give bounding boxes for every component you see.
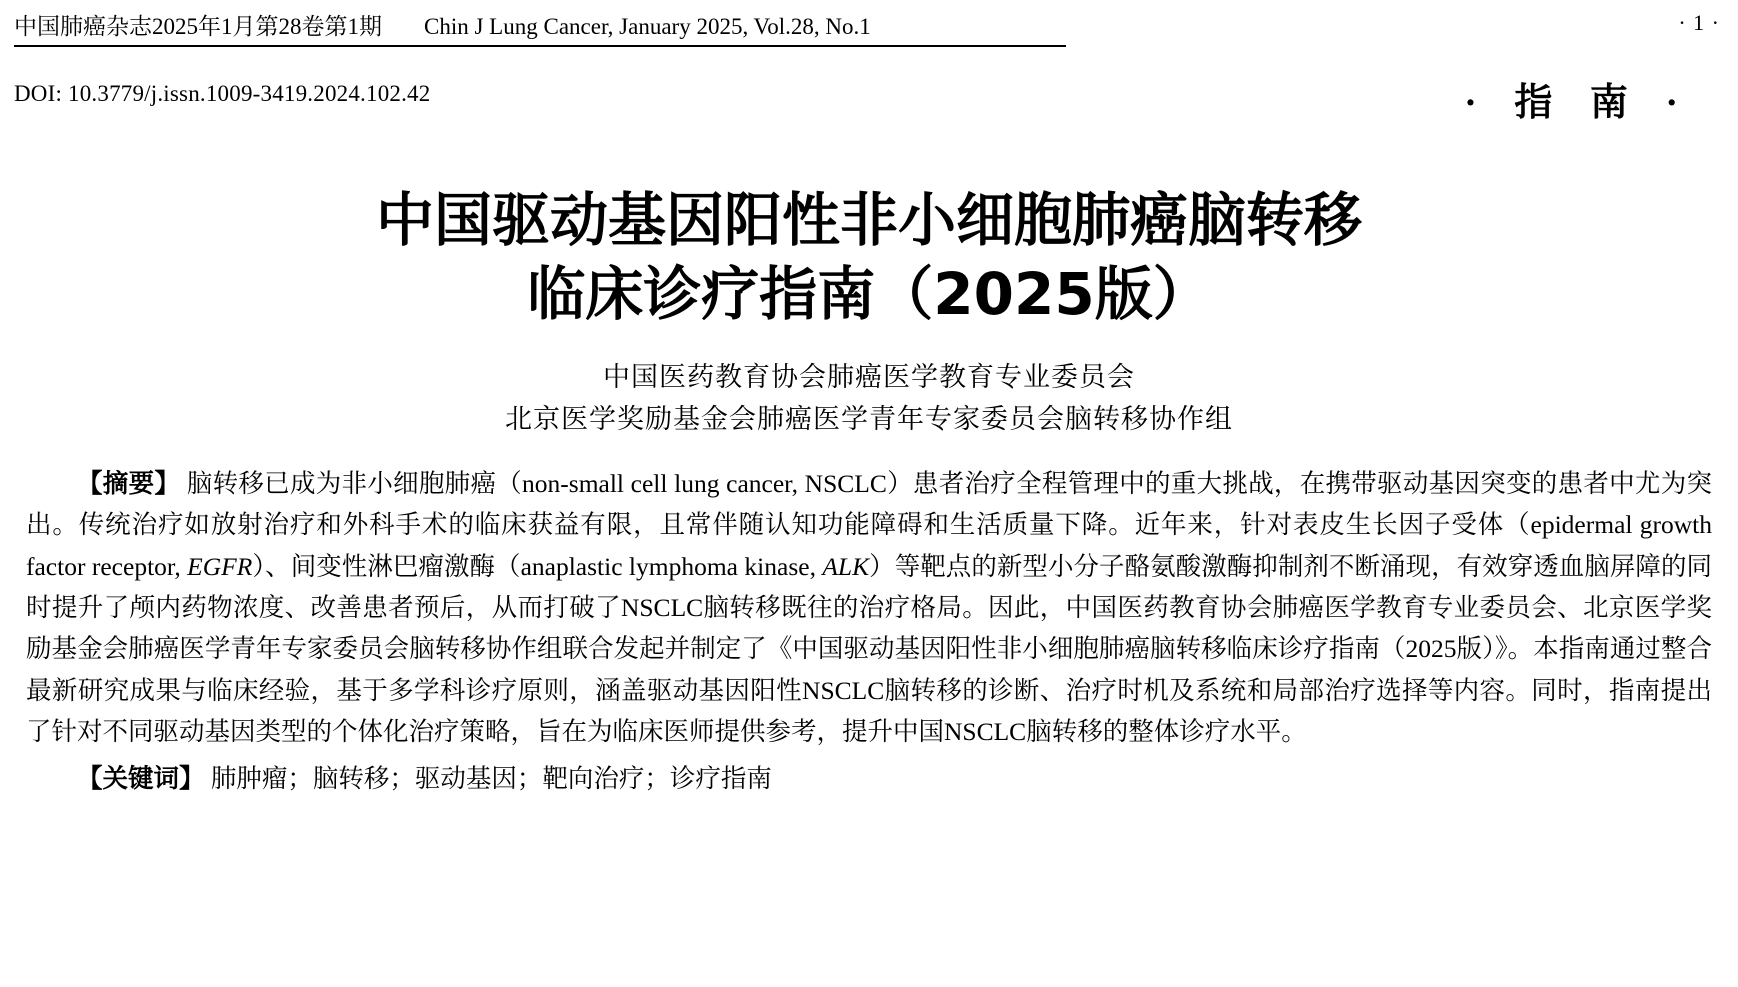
- abstract-text-3: ）等靶点的新型小分子酪氨酸激酶抑制剂不断涌现，有效穿透血脑屏障的同时提升了颅内药物浓度、改善患者预后，从而打破了NSCLC脑转移既往的治疗格局。因此，中国医药教育协会肺癌医学教育专业委员会、北京医学奖励基金会肺癌医学青年专家委员会脑转移协作组联合发起并制定了《中国驱动基因阳性非小细胞肺癌脑转移临床诊疗指南（2025版）》。本指南通过整合最新研究成果与临床经验，基于多学科诊疗原则，涵盖驱动基因阳性NSCLC脑转移的诊断、治疗时机及系统和局部治疗选择等内容。同时，指南提出了针对不同驱动基因类型的个体化治疗策略，旨在为临床医师提供参考，提升中国NSCLC脑转移的整体诊疗水平。: [26, 551, 1712, 746]
- running-head-left: 中国肺癌杂志2025年1月第28卷第1期: [14, 14, 382, 39]
- running-head-right: Chin J Lung Cancer, January 2025, Vol.28, No.1: [424, 14, 871, 39]
- page-number: · 1 ·: [1678, 10, 1720, 35]
- title-line-2: 临床诊疗指南（2025版）: [527, 260, 1211, 329]
- title-line-1: 中国驱动基因阳性非小细胞肺癌脑转移: [375, 186, 1362, 254]
- abstract-italic-2: ALK: [822, 551, 870, 581]
- abstract-section: [26, 463, 1712, 752]
- keywords-section: [26, 758, 1712, 799]
- abstract-label: 【摘要】: [77, 469, 181, 499]
- keywords-text: 肺肿瘤；脑转移；驱动基因；靶向治疗；诊疗指南: [204, 764, 772, 794]
- organization-2: 北京医学奖励基金会肺癌医学青年专家委员会脑转移协作组: [505, 404, 1233, 435]
- page-title: [10, 183, 1728, 331]
- abstract-text-2: ）、间变性淋巴瘤激酶（anaplastic lymphoma kinase,: [252, 551, 823, 581]
- abstract-text-1: 脑转移已成为非小细胞肺癌（non-small cell lung cancer, NSCLC）患者治疗全程管理中的重大挑战，在携带驱动基因突变的患者中尤为突出。传统治疗如放射治疗和外科手术的临床获益有限，且常伴随认知功能障碍和生活质量下降。近年来，针对表皮生长因子受体（epidermal growth factor receptor,: [26, 469, 1712, 581]
- organization-1: 中国医药教育协会肺癌医学教育专业委员会: [603, 362, 1135, 393]
- organization-list: [10, 357, 1728, 441]
- keywords-label: 【关键词】: [77, 764, 205, 794]
- article-category: · 指 南 ·: [1464, 82, 1692, 124]
- header-rule: [14, 45, 1066, 47]
- abstract-italic-1: EGFR: [187, 551, 253, 581]
- running-head: [10, 8, 1728, 47]
- doi-text: DOI: 10.3779/j.issn.1009-3419.2024.102.42: [14, 81, 431, 106]
- abstract-paragraph: [26, 463, 1712, 752]
- journal-page: [0, 8, 1738, 987]
- meta-row: [10, 75, 1728, 155]
